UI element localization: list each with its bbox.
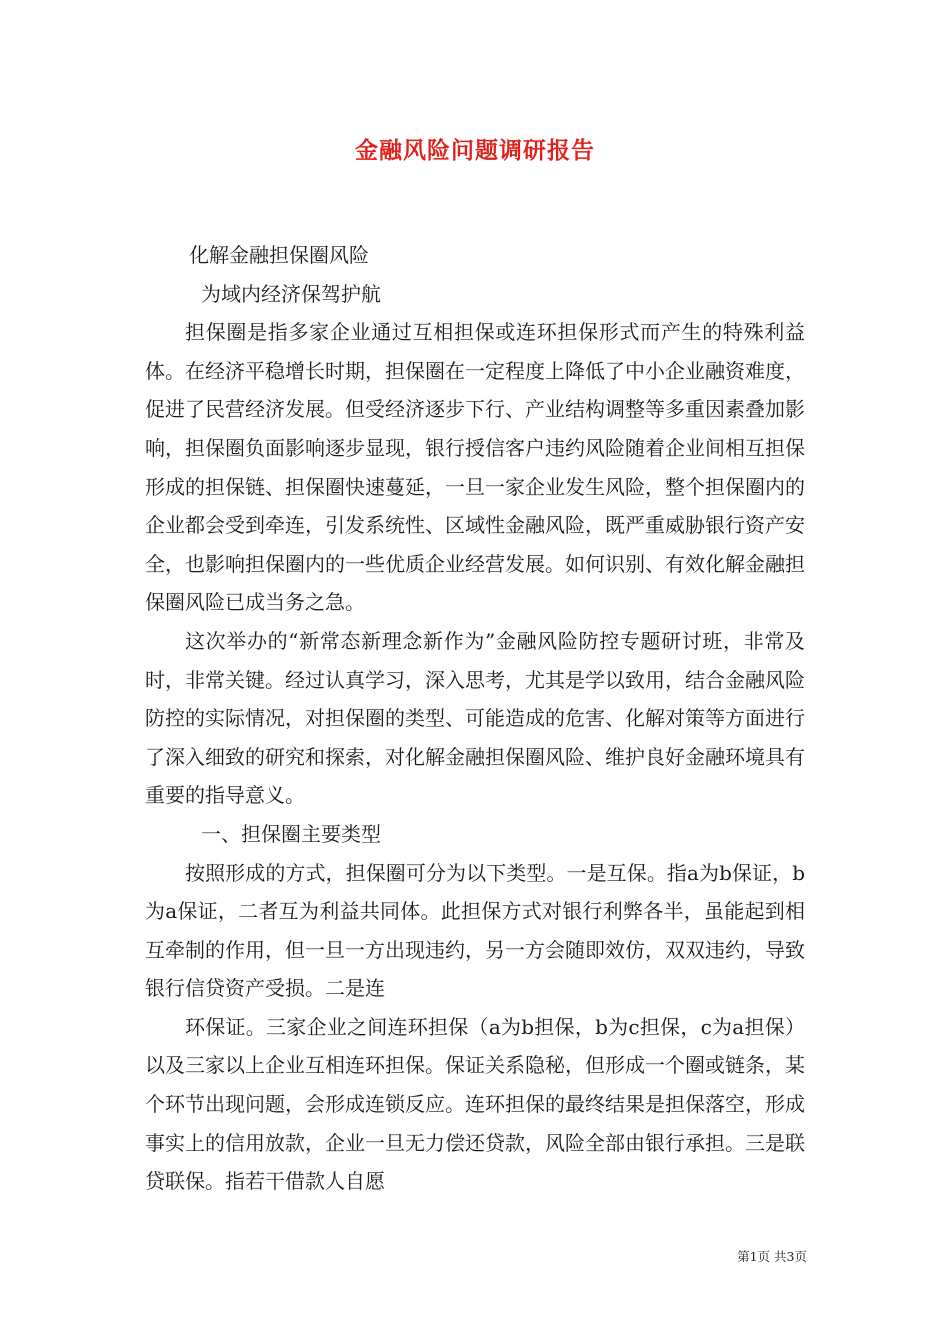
paragraph: 这次举办的“新常态新理念新作为”金融风险防控专题研讨班，非常及时，非常关键。经过认真学习，深入思考，尤其是学以致用，结合金融风险防控的实际情况，对担保圈的类型、可能造成的危害、化解对策等方面进行了深入细致的研究和探索，对化解金融担保圈风险、维护良好金融环境具有重要的指导意义。 [145,628,805,808]
subtitle-1: 化解金融担保圈风险 [189,243,369,267]
paragraph: 环保证。三家企业之间连环担保（a为b担保，b为c担保，c为a担保）以及三家以上企业互相连环担保。保证关系隐秘，但形成一个圈或链条，某个环节出现问题，会形成连锁反应。连环担保的最终结果是担保落空，形成事实上的信用放款，企业一旦无力偿还贷款，风险全部由银行承担。三是联贷联保。指若干借款人自愿 [145,1014,805,1194]
paragraph: 担保圈是指多家企业通过互相担保或连环担保形式而产生的特殊利益体。在经济平稳增长时期，担保圈在一定程度上降低了中小企业融资难度，促进了民营经济发展。但受经济逐步下行、产业结构调整等多重因素叠加影响，担保圈负面影响逐步显现，银行授信客户违约风险随着企业间相互担保形成的担保链、担保圈快速蔓延，一旦一家企业发生风险，整个担保圈内的企业都会受到牵连，引发系统性、区域性金融风险，既严重威胁银行资产安全，也影响担保圈内的一些优质企业经营发展。如何识别、有效化解金融担保圈风险已成当务之急。 [145,320,805,615]
document-body [145,236,805,1201]
section-heading: 一、担保圈主要类型 [201,821,381,846]
paragraph: 按照形成的方式，担保圈可分为以下类型。一是互保。指a为b保证，b为a保证，二者互为利益共同体。此担保方式对银行利弊各半，虽能起到相互牵制的作用，但一旦一方出现违约，另一方会随即效仿，双双违约，导致银行信贷资产受损。二是连 [145,860,805,1001]
document-title: 金融风险问题调研报告 [355,137,595,164]
page-number-footer: 第1页 共3页 [737,1249,807,1264]
subtitle-2: 为域内经济保驾护航 [201,281,381,306]
